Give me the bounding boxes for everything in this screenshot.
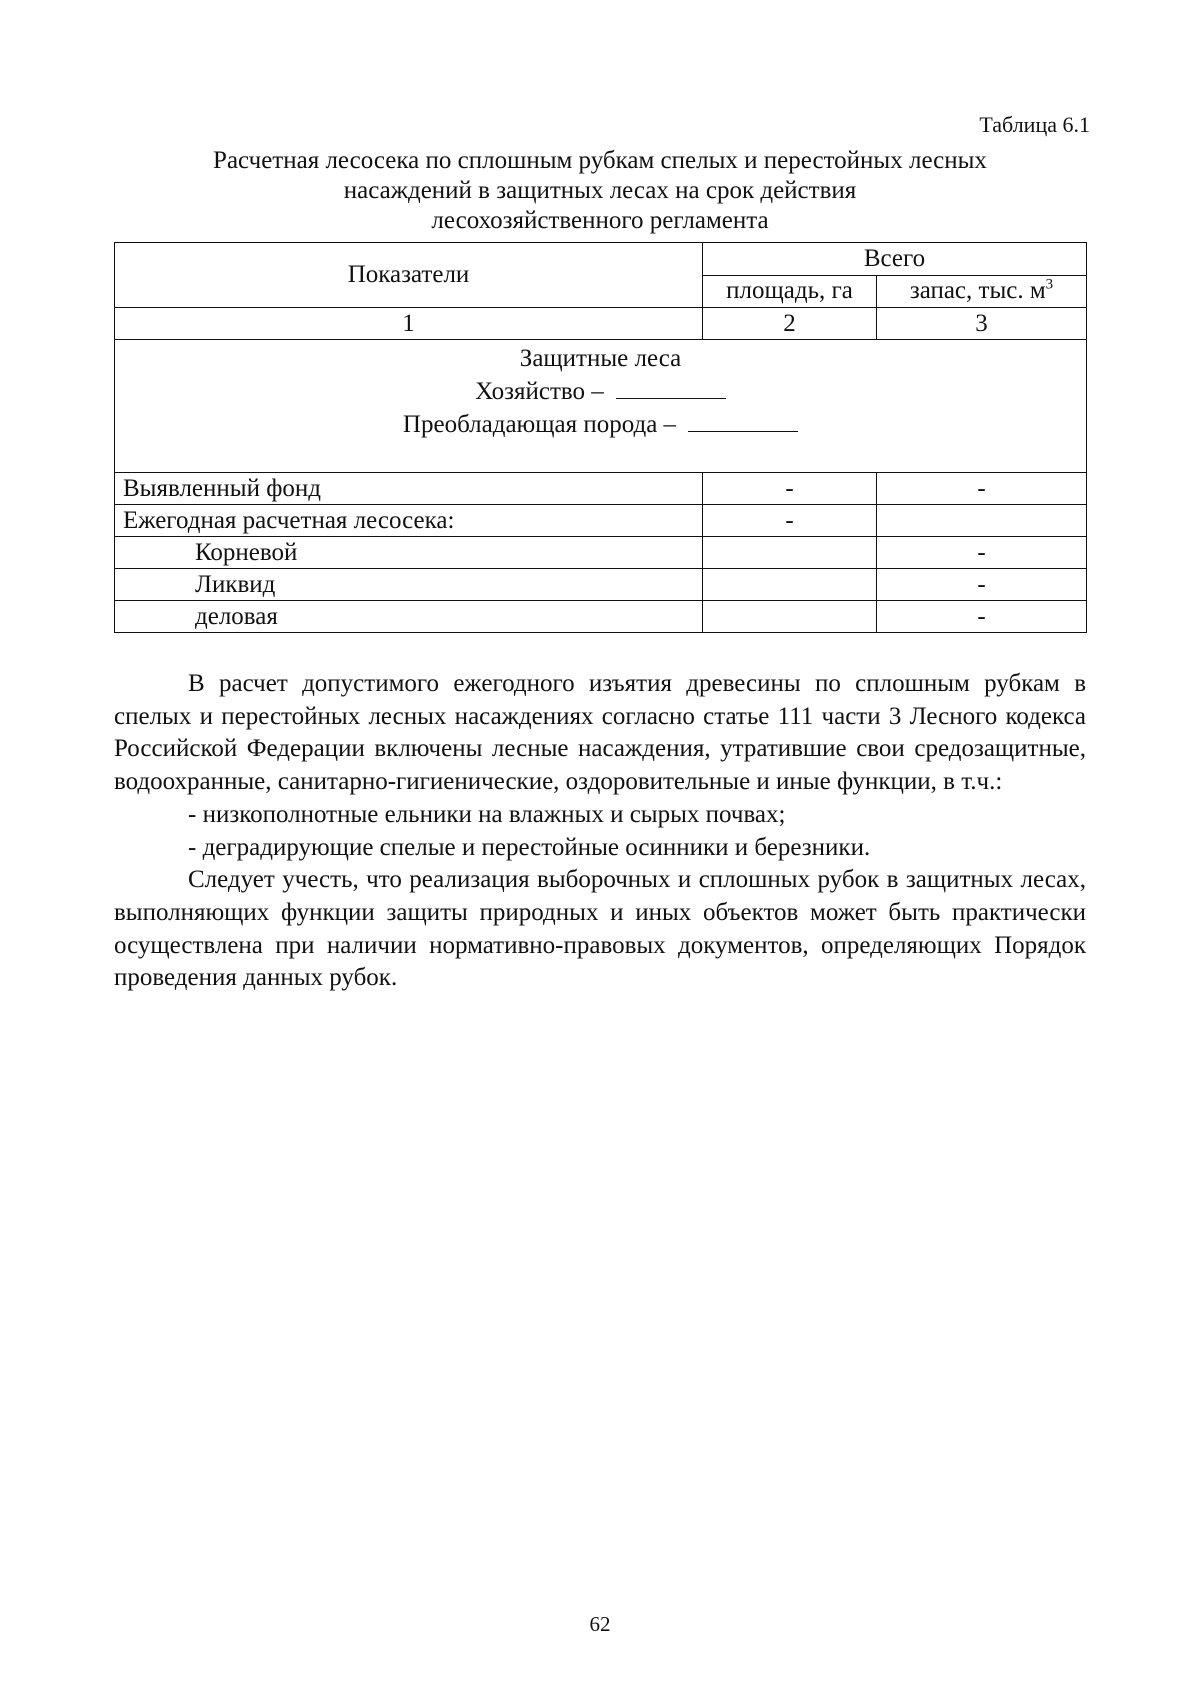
header-indicators: Показатели [115,243,703,308]
table-row [115,601,1087,633]
header-stock: запас, тыс. м [909,277,1046,305]
row-stock: - [877,537,1087,569]
row-stock [877,505,1087,537]
column-number: 1 [115,308,703,340]
caption-line: лесохозяйственного регламента [431,207,769,234]
row-label: Выявленный фонд [115,473,703,505]
table-header-row [115,243,1087,276]
row-stock: - [877,569,1087,601]
table-label: Таблица 6.1 [979,112,1090,137]
section-row [115,340,1087,473]
blank-line [688,411,798,432]
column-number: 2 [703,308,877,340]
column-number: 3 [877,308,1087,340]
section-cell [115,340,1087,473]
list-item: - низкополнотные ельники на влажных и сырых почвах; [188,800,786,828]
section-title: Защитные леса [519,345,682,372]
row-area: - [703,505,877,537]
header-area: площадь, га [703,275,877,308]
page-number: 62 [589,1612,611,1636]
section-farm-line [123,375,1078,408]
paragraph: Следует учесть, что реализация выборочных и сплошных рубок в защитных лесах, выполняющих функции защиты природных и иных объектов может быть практически осуществлена при наличии нормативно-правовых документов, определяющих Порядок проведения данных рубок. [114,866,1086,992]
row-area: - [703,473,877,505]
table-caption [114,146,1086,236]
row-label: Ежегодная расчетная лесосека: [115,505,703,537]
row-area [703,537,877,569]
header-total: Всего [703,243,1087,276]
body-text [114,668,1086,995]
section-species: Преобладающая порода – [402,411,677,438]
table-row [115,505,1087,537]
caption-line: Расчетная лесосека по сплошным рубкам спелых и перестойных лесных [213,147,987,174]
table-row [115,473,1087,505]
table-row [115,569,1087,601]
section-farm: Хозяйство – [475,378,604,405]
row-label: Ликвид [115,569,703,601]
row-label: деловая [115,601,703,633]
row-area [703,569,877,601]
row-stock: - [877,601,1087,633]
section-species-line [123,408,1078,441]
blank-line [616,378,726,399]
logging-table [114,242,1087,633]
column-number-row [115,308,1087,340]
table-row [115,537,1087,569]
row-label: Корневой [115,537,703,569]
header-stock-sup: 3 [1045,276,1054,293]
paragraph: В расчет допустимого ежегодного изъятия древесины по сплошным рубкам в спелых и перестойных лесных насаждениях согласно статье 111 части 3 Лесного кодекса Российской Федерации включены лесные насаждения, утратившие свои средозащитные, водоохранные, санитарно-гигиенические, оздоровительные и иные функции, в т.ч.: [114,670,1086,796]
caption-line: насаждений в защитных лесах на срок действия [343,177,857,204]
row-stock: - [877,473,1087,505]
list-item: - деградирующие спелые и перестойные осинники и березники. [188,833,871,861]
header-stock-cell [877,275,1087,308]
row-area [703,601,877,633]
